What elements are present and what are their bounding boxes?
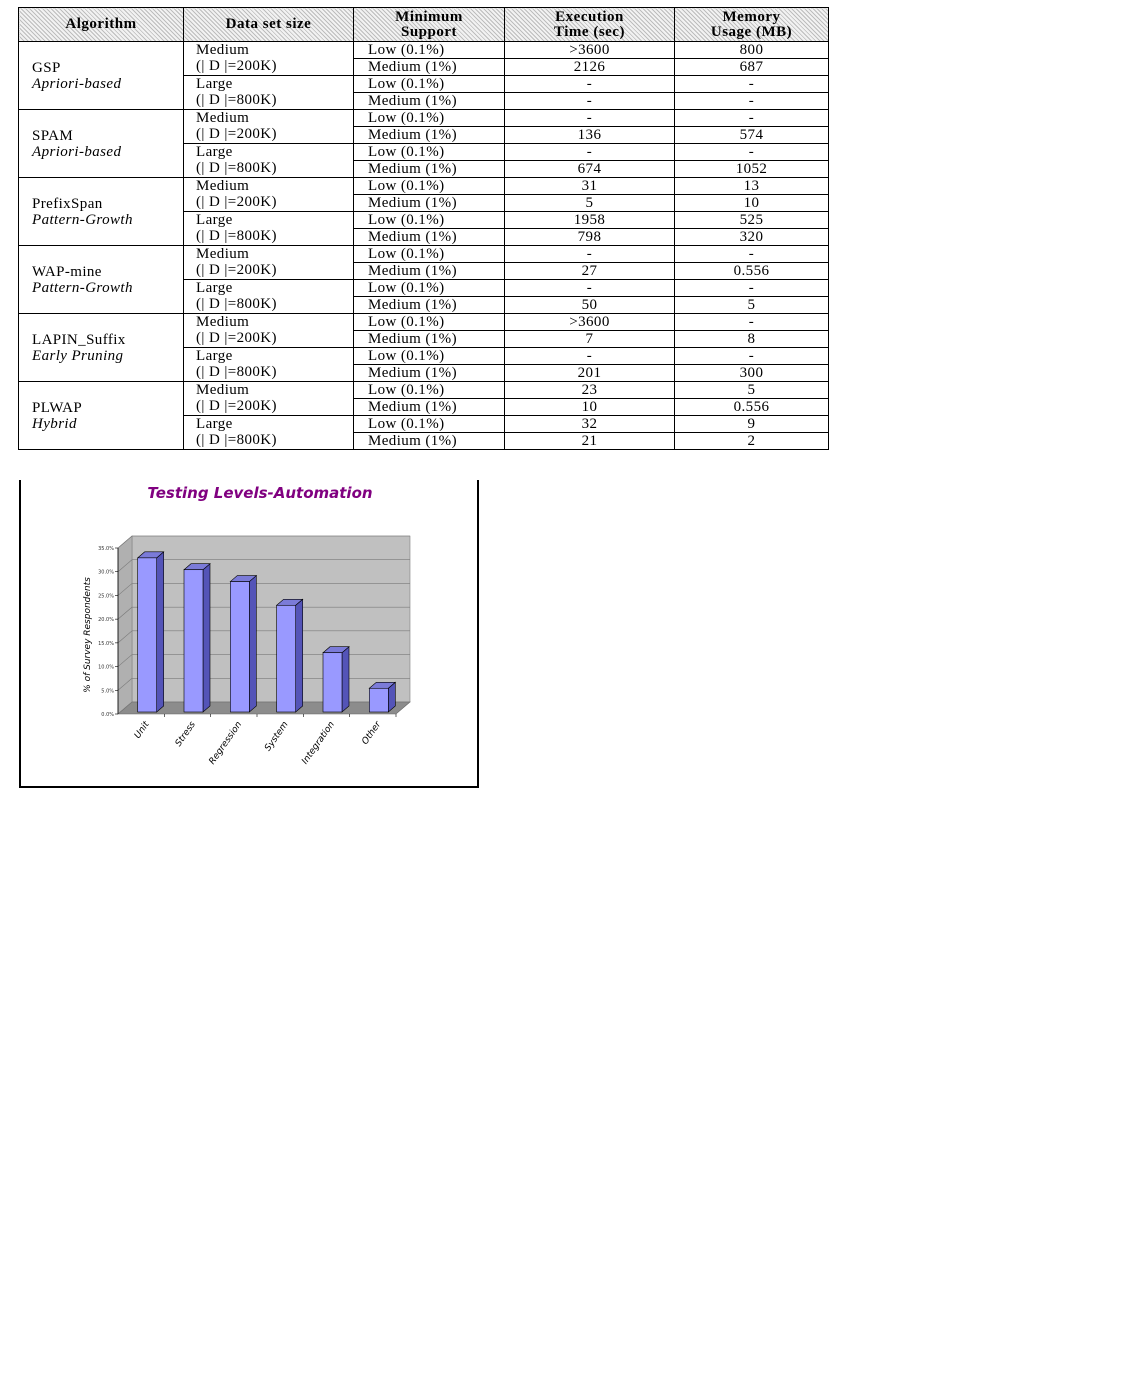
min-support-cell: Medium (1%) — [354, 263, 505, 280]
dataset-size-cell — [184, 42, 354, 76]
memory-usage-cell: - — [675, 280, 829, 297]
plot-side-wall — [118, 536, 132, 714]
y-tick-label: 35.0% — [98, 546, 114, 552]
algorithm-comparison-table — [18, 7, 829, 450]
execution-time-cell: 2126 — [505, 59, 675, 76]
execution-time-cell: - — [505, 93, 675, 110]
dataset-size: Large — [196, 348, 233, 364]
dataset-size-cell — [184, 416, 354, 450]
dataset-detail: (| D |=200K) — [196, 262, 277, 278]
bar-side — [157, 552, 164, 712]
algorithm-name: LAPIN_Suffix — [32, 331, 126, 348]
execution-time-cell: 5 — [505, 195, 675, 212]
execution-time-cell: - — [505, 144, 675, 161]
memory-usage-cell: 0.556 — [675, 399, 829, 416]
algorithm-cell — [19, 42, 184, 110]
dataset-size: Large — [196, 212, 233, 228]
min-support-cell: Low (0.1%) — [354, 348, 505, 365]
header-cell — [354, 8, 505, 42]
algorithm-cell — [19, 178, 184, 246]
memory-usage-cell: 10 — [675, 195, 829, 212]
algorithm-type: Pattern-Growth — [32, 279, 133, 296]
header-cell — [675, 8, 829, 42]
x-tick-label: Regression — [207, 719, 245, 767]
memory-usage-cell: 5 — [675, 382, 829, 399]
y-tick-label: 25.0% — [98, 593, 114, 600]
results-table-container — [18, 7, 828, 450]
x-tick-label: Integration — [300, 719, 337, 767]
algorithm-type: Pattern-Growth — [32, 211, 133, 228]
bar-other — [369, 688, 388, 712]
memory-usage-cell: 2 — [675, 433, 829, 450]
min-support-cell: Medium (1%) — [354, 195, 505, 212]
header-cell — [19, 8, 184, 42]
bar-side — [249, 576, 256, 712]
execution-time-cell: - — [505, 110, 675, 127]
bar-unit — [138, 558, 157, 712]
header-cell — [184, 8, 354, 42]
dataset-size: Medium — [196, 314, 250, 330]
bar-system — [277, 605, 296, 712]
min-support-cell: Low (0.1%) — [354, 382, 505, 399]
min-support-cell: Low (0.1%) — [354, 416, 505, 433]
memory-usage-cell: 525 — [675, 212, 829, 229]
table-row — [19, 42, 829, 59]
min-support-cell: Medium (1%) — [354, 433, 505, 450]
y-tick-label: 15.0% — [98, 640, 114, 647]
algorithm-cell — [19, 246, 184, 314]
execution-time-cell: 1958 — [505, 212, 675, 229]
header-text: Support — [400, 23, 458, 40]
execution-time-cell: >3600 — [505, 42, 675, 59]
dataset-size: Large — [196, 280, 233, 296]
chart-panel — [19, 480, 479, 788]
memory-usage-cell: - — [675, 110, 829, 127]
min-support-cell: Low (0.1%) — [354, 144, 505, 161]
dataset-detail: (| D |=200K) — [196, 58, 277, 74]
y-tick-label: 0.0% — [101, 712, 114, 718]
dataset-detail: (| D |=200K) — [196, 194, 277, 210]
algorithm-cell — [19, 382, 184, 450]
memory-usage-cell: 13 — [675, 178, 829, 195]
algorithm-name: PLWAP — [32, 399, 83, 416]
algorithm-name: GSP — [32, 59, 61, 76]
execution-time-cell: 23 — [505, 382, 675, 399]
y-tick-label: 10.0% — [98, 664, 114, 671]
dataset-size-cell — [184, 314, 354, 348]
dataset-size-cell — [184, 144, 354, 178]
memory-usage-cell: - — [675, 76, 829, 93]
memory-usage-cell: 0.556 — [675, 263, 829, 280]
dataset-detail: (| D |=800K) — [196, 296, 277, 312]
header-text: Algorithm — [65, 16, 137, 32]
algorithm-name: SPAM — [32, 127, 74, 144]
dataset-detail: (| D |=800K) — [196, 92, 277, 108]
execution-time-cell: 7 — [505, 331, 675, 348]
bar-integration — [323, 653, 342, 712]
min-support-cell: Medium (1%) — [354, 59, 505, 76]
min-support-cell: Low (0.1%) — [354, 280, 505, 297]
memory-usage-cell: 800 — [675, 42, 829, 59]
min-support-cell: Low (0.1%) — [354, 314, 505, 331]
dataset-size: Medium — [196, 178, 250, 194]
bar-regression — [230, 582, 249, 712]
execution-time-cell: - — [505, 246, 675, 263]
memory-usage-cell: - — [675, 93, 829, 110]
dataset-detail: (| D |=200K) — [196, 330, 277, 346]
dataset-detail: (| D |=200K) — [196, 398, 277, 414]
table-body — [19, 42, 829, 450]
execution-time-cell: 10 — [505, 399, 675, 416]
dataset-detail: (| D |=800K) — [196, 432, 277, 448]
min-support-cell: Low (0.1%) — [354, 246, 505, 263]
memory-usage-cell: 300 — [675, 365, 829, 382]
execution-time-cell: 27 — [505, 263, 675, 280]
min-support-cell: Medium (1%) — [354, 297, 505, 314]
header-text: Usage (MB) — [710, 23, 793, 40]
min-support-cell: Medium (1%) — [354, 399, 505, 416]
dataset-size: Medium — [196, 110, 250, 126]
execution-time-cell: - — [505, 76, 675, 93]
x-tick-label: Other — [360, 719, 384, 747]
min-support-cell: Low (0.1%) — [354, 42, 505, 59]
algorithm-cell — [19, 110, 184, 178]
table-row — [19, 110, 829, 127]
table-row — [19, 314, 829, 331]
dataset-detail: (| D |=800K) — [196, 160, 277, 176]
dataset-size: Large — [196, 76, 233, 92]
memory-usage-cell: 574 — [675, 127, 829, 144]
table-row — [19, 246, 829, 263]
min-support-cell: Medium (1%) — [354, 127, 505, 144]
memory-usage-cell: - — [675, 246, 829, 263]
x-tick-label: Stress — [173, 719, 198, 749]
x-tick-label: System — [263, 719, 291, 754]
execution-time-cell: 798 — [505, 229, 675, 246]
bar-side — [296, 599, 303, 712]
dataset-detail: (| D |=800K) — [196, 228, 277, 244]
min-support-cell: Medium (1%) — [354, 161, 505, 178]
algorithm-name: WAP-mine — [32, 263, 102, 280]
algorithm-cell — [19, 314, 184, 382]
dataset-size-cell — [184, 348, 354, 382]
chart-title: Testing Levels-Automation — [147, 484, 373, 502]
dataset-size-cell — [184, 382, 354, 416]
table-row — [19, 178, 829, 195]
plot-back-wall — [132, 536, 410, 702]
memory-usage-cell: - — [675, 144, 829, 161]
dataset-size-cell — [184, 110, 354, 144]
dataset-size: Medium — [196, 382, 250, 398]
table-header-row — [19, 8, 829, 42]
dataset-size: Large — [196, 144, 233, 160]
execution-time-cell: 21 — [505, 433, 675, 450]
dataset-size-cell — [184, 280, 354, 314]
execution-time-cell: 32 — [505, 416, 675, 433]
bar-side — [203, 564, 210, 712]
header-cell — [505, 8, 675, 42]
execution-time-cell: - — [505, 280, 675, 297]
memory-usage-cell: 5 — [675, 297, 829, 314]
dataset-size: Large — [196, 416, 233, 432]
algorithm-type: Apriori-based — [32, 75, 122, 92]
algorithm-type: Hybrid — [32, 415, 77, 432]
execution-time-cell: 50 — [505, 297, 675, 314]
memory-usage-cell: 9 — [675, 416, 829, 433]
dataset-size-cell — [184, 246, 354, 280]
header-text: Data set size — [225, 16, 312, 32]
memory-usage-cell: 8 — [675, 331, 829, 348]
dataset-size: Medium — [196, 42, 250, 58]
dataset-size-cell — [184, 178, 354, 212]
bar-side — [342, 647, 349, 712]
dataset-size-cell — [184, 212, 354, 246]
execution-time-cell: - — [505, 348, 675, 365]
dataset-size-cell — [184, 76, 354, 110]
header-text: Time (sec) — [554, 23, 625, 40]
execution-time-cell: 674 — [505, 161, 675, 178]
min-support-cell: Low (0.1%) — [354, 110, 505, 127]
min-support-cell: Medium (1%) — [354, 365, 505, 382]
memory-usage-cell: 687 — [675, 59, 829, 76]
execution-time-cell: 31 — [505, 178, 675, 195]
table-row — [19, 382, 829, 399]
dataset-detail: (| D |=800K) — [196, 364, 277, 380]
x-tick-label: Unit — [132, 719, 152, 741]
memory-usage-cell: - — [675, 314, 829, 331]
min-support-cell: Medium (1%) — [354, 229, 505, 246]
bar-stress — [184, 570, 203, 712]
bar-chart — [21, 480, 477, 786]
memory-usage-cell: 1052 — [675, 161, 829, 178]
y-axis-label: % of Survey Respondents — [83, 577, 93, 693]
algorithm-name: PrefixSpan — [32, 195, 103, 212]
memory-usage-cell: 320 — [675, 229, 829, 246]
min-support-cell: Low (0.1%) — [354, 178, 505, 195]
dataset-size: Medium — [196, 246, 250, 262]
header-text: Execution — [555, 8, 624, 25]
execution-time-cell: 136 — [505, 127, 675, 144]
execution-time-cell: >3600 — [505, 314, 675, 331]
min-support-cell: Medium (1%) — [354, 331, 505, 348]
execution-time-cell: 201 — [505, 365, 675, 382]
header-text: Minimum — [395, 8, 463, 25]
min-support-cell: Medium (1%) — [354, 93, 505, 110]
header-text: Memory — [722, 8, 781, 25]
memory-usage-cell: - — [675, 348, 829, 365]
min-support-cell: Low (0.1%) — [354, 212, 505, 229]
algorithm-type: Apriori-based — [32, 143, 122, 160]
min-support-cell: Low (0.1%) — [354, 76, 505, 93]
dataset-detail: (| D |=200K) — [196, 126, 277, 142]
y-tick-label: 20.0% — [98, 617, 114, 624]
algorithm-type: Early Pruning — [32, 347, 124, 364]
y-tick-label: 5.0% — [101, 688, 114, 695]
y-tick-label: 30.0% — [98, 569, 114, 576]
